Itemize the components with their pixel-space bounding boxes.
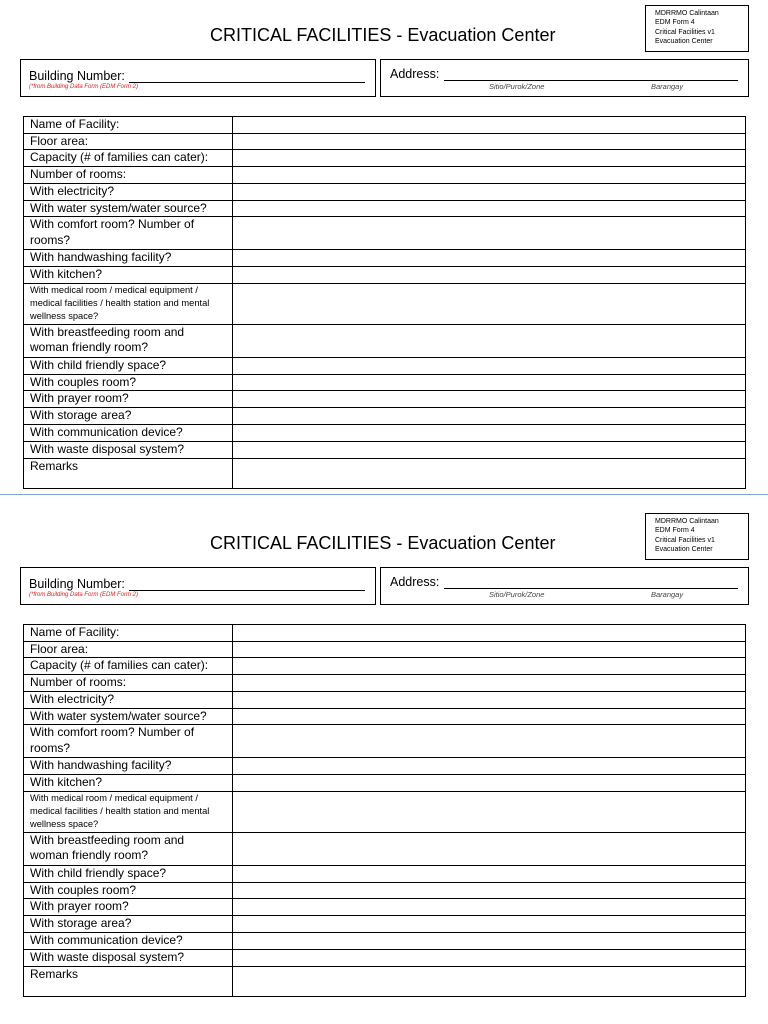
field-value-cell[interactable]: [233, 458, 746, 488]
field-label: With electricity?: [24, 183, 233, 200]
field-value-cell[interactable]: [233, 708, 746, 725]
field-value-cell[interactable]: [233, 691, 746, 708]
address-sitio-caption: Sitio/Purok/Zone: [489, 590, 545, 599]
field-value-cell[interactable]: [233, 267, 746, 284]
field-value-cell[interactable]: [233, 865, 746, 882]
field-value-cell[interactable]: [233, 324, 746, 357]
field-value-cell[interactable]: [233, 775, 746, 792]
table-row: [24, 324, 746, 357]
table-row: [24, 150, 746, 167]
field-label: With storage area?: [24, 916, 233, 933]
meta-line: MDRRMO Calintaan: [655, 10, 719, 17]
building-number-box: [20, 59, 376, 97]
form-meta-box: [645, 5, 749, 52]
field-label: Name of Facility:: [24, 117, 233, 134]
field-label: With electricity?: [24, 691, 233, 708]
field-value-cell[interactable]: [233, 758, 746, 775]
field-label: With storage area?: [24, 408, 233, 425]
table-row: [24, 899, 746, 916]
meta-line: MDRRMO Calintaan: [655, 518, 719, 525]
field-value-cell[interactable]: [233, 625, 746, 642]
field-label: Capacity (# of families can cater):: [24, 658, 233, 675]
page-divider: [0, 494, 768, 495]
meta-line: Critical Facilities v1: [655, 28, 715, 36]
field-label: With child friendly space?: [24, 865, 233, 882]
field-label: With breastfeeding room and woman friendly room?: [24, 832, 233, 865]
address-barangay-caption: Barangay: [651, 590, 684, 599]
building-number-label: Building Number:: [29, 577, 125, 591]
table-row: [24, 865, 746, 882]
field-label: With communication device?: [24, 424, 233, 441]
meta-line: EDM Form 4: [655, 19, 695, 27]
building-number-note: (*from Building Data Form (EDM Form 2): [29, 592, 139, 598]
address-label: Address:: [390, 67, 440, 81]
table-row: [24, 625, 746, 642]
field-value-cell[interactable]: [233, 441, 746, 458]
field-value-cell[interactable]: [233, 133, 746, 150]
field-label: With medical room / medical equipment / medical facilities / health station and mental wellness space?: [24, 791, 233, 832]
table-row: [24, 641, 746, 658]
building-number-note: (*from Building Data Form (EDM Form 2): [29, 84, 139, 90]
form-title: CRITICAL FACILITIES - Evacuation Center: [210, 25, 556, 45]
table-row: [24, 882, 746, 899]
field-value-cell[interactable]: [233, 949, 746, 966]
table-row: [24, 283, 746, 324]
building-number-field[interactable]: [129, 590, 365, 591]
table-row: [24, 916, 746, 933]
field-label: With communication device?: [24, 932, 233, 949]
table-row: [24, 133, 746, 150]
field-value-cell[interactable]: [233, 916, 746, 933]
building-number-box: [20, 567, 376, 605]
field-label: With water system/water source?: [24, 200, 233, 217]
field-value-cell[interactable]: [233, 408, 746, 425]
field-value-cell[interactable]: [233, 966, 746, 996]
table-row: [24, 167, 746, 184]
table-row: [24, 441, 746, 458]
table-row: [24, 408, 746, 425]
meta-line: Evacuation Center: [655, 546, 713, 554]
table-row: [24, 758, 746, 775]
meta-line: EDM Form 4: [655, 527, 695, 535]
field-label: Remarks: [24, 966, 233, 996]
table-row: [24, 775, 746, 792]
field-label: With couples room?: [24, 882, 233, 899]
field-value-cell[interactable]: [233, 899, 746, 916]
field-value-cell[interactable]: [233, 183, 746, 200]
field-value-cell[interactable]: [233, 675, 746, 692]
table-row: [24, 708, 746, 725]
field-label: With waste disposal system?: [24, 441, 233, 458]
field-value-cell[interactable]: [233, 357, 746, 374]
field-value-cell[interactable]: [233, 391, 746, 408]
address-box: [380, 59, 749, 97]
field-value-cell[interactable]: [233, 167, 746, 184]
field-label: Floor area:: [24, 641, 233, 658]
field-value-cell[interactable]: [233, 424, 746, 441]
table-row: [24, 391, 746, 408]
field-label: With kitchen?: [24, 267, 233, 284]
field-label: With comfort room? Number of rooms?: [24, 725, 233, 758]
field-label: Remarks: [24, 458, 233, 488]
table-row: [24, 725, 746, 758]
building-number-field[interactable]: [129, 82, 365, 83]
table-row: [24, 424, 746, 441]
field-value-cell[interactable]: [233, 882, 746, 899]
table-row: [24, 357, 746, 374]
address-barangay-caption: Barangay: [651, 82, 684, 91]
field-value-cell[interactable]: [233, 283, 746, 324]
form-meta-box: [645, 513, 749, 560]
field-label: With waste disposal system?: [24, 949, 233, 966]
field-label: With medical room / medical equipment / medical facilities / health station and mental wellness space?: [24, 283, 233, 324]
meta-line: Evacuation Center: [655, 38, 713, 46]
table-row: [24, 374, 746, 391]
field-value-cell[interactable]: [233, 641, 746, 658]
field-label: With handwashing facility?: [24, 250, 233, 267]
table-row: [24, 217, 746, 250]
field-label: With handwashing facility?: [24, 758, 233, 775]
table-row: [24, 691, 746, 708]
evacuation-form-2: [0, 508, 768, 1008]
table-row: [24, 183, 746, 200]
field-label: With kitchen?: [24, 775, 233, 792]
field-value-cell[interactable]: [233, 117, 746, 134]
table-row: [24, 200, 746, 217]
field-value-cell[interactable]: [233, 150, 746, 167]
field-label: With child friendly space?: [24, 357, 233, 374]
form-title: CRITICAL FACILITIES - Evacuation Center: [210, 533, 556, 553]
facility-fields-table: [23, 624, 746, 997]
field-label: Capacity (# of families can cater):: [24, 150, 233, 167]
field-label: Number of rooms:: [24, 167, 233, 184]
field-value-cell[interactable]: [233, 932, 746, 949]
table-row: [24, 932, 746, 949]
field-value-cell[interactable]: [233, 374, 746, 391]
table-row: [24, 658, 746, 675]
facility-fields-table: [23, 116, 746, 489]
table-row: [24, 267, 746, 284]
address-field[interactable]: [444, 588, 738, 589]
evacuation-form-1: [0, 0, 768, 500]
address-field[interactable]: [444, 80, 738, 81]
field-label: With water system/water source?: [24, 708, 233, 725]
field-value-cell[interactable]: [233, 832, 746, 865]
field-value-cell[interactable]: [233, 725, 746, 758]
field-value-cell[interactable]: [233, 217, 746, 250]
address-label: Address:: [390, 575, 440, 589]
fields-body: [24, 625, 746, 997]
field-label: With comfort room? Number of rooms?: [24, 217, 233, 250]
field-value-cell[interactable]: [233, 658, 746, 675]
building-number-label: Building Number:: [29, 69, 125, 83]
field-label: Number of rooms:: [24, 675, 233, 692]
table-row: [24, 250, 746, 267]
table-row: [24, 966, 746, 996]
table-row: [24, 949, 746, 966]
field-label: With prayer room?: [24, 899, 233, 916]
meta-line: Critical Facilities v1: [655, 536, 715, 544]
table-row: [24, 458, 746, 488]
address-sitio-caption: Sitio/Purok/Zone: [489, 82, 545, 91]
field-label: With couples room?: [24, 374, 233, 391]
fields-body: [24, 117, 746, 489]
field-label: With prayer room?: [24, 391, 233, 408]
table-row: [24, 675, 746, 692]
table-row: [24, 791, 746, 832]
address-box: [380, 567, 749, 605]
field-label: Floor area:: [24, 133, 233, 150]
field-value-cell[interactable]: [233, 200, 746, 217]
field-label: With breastfeeding room and woman friendly room?: [24, 324, 233, 357]
field-value-cell[interactable]: [233, 791, 746, 832]
table-row: [24, 117, 746, 134]
table-row: [24, 832, 746, 865]
field-label: Name of Facility:: [24, 625, 233, 642]
field-value-cell[interactable]: [233, 250, 746, 267]
